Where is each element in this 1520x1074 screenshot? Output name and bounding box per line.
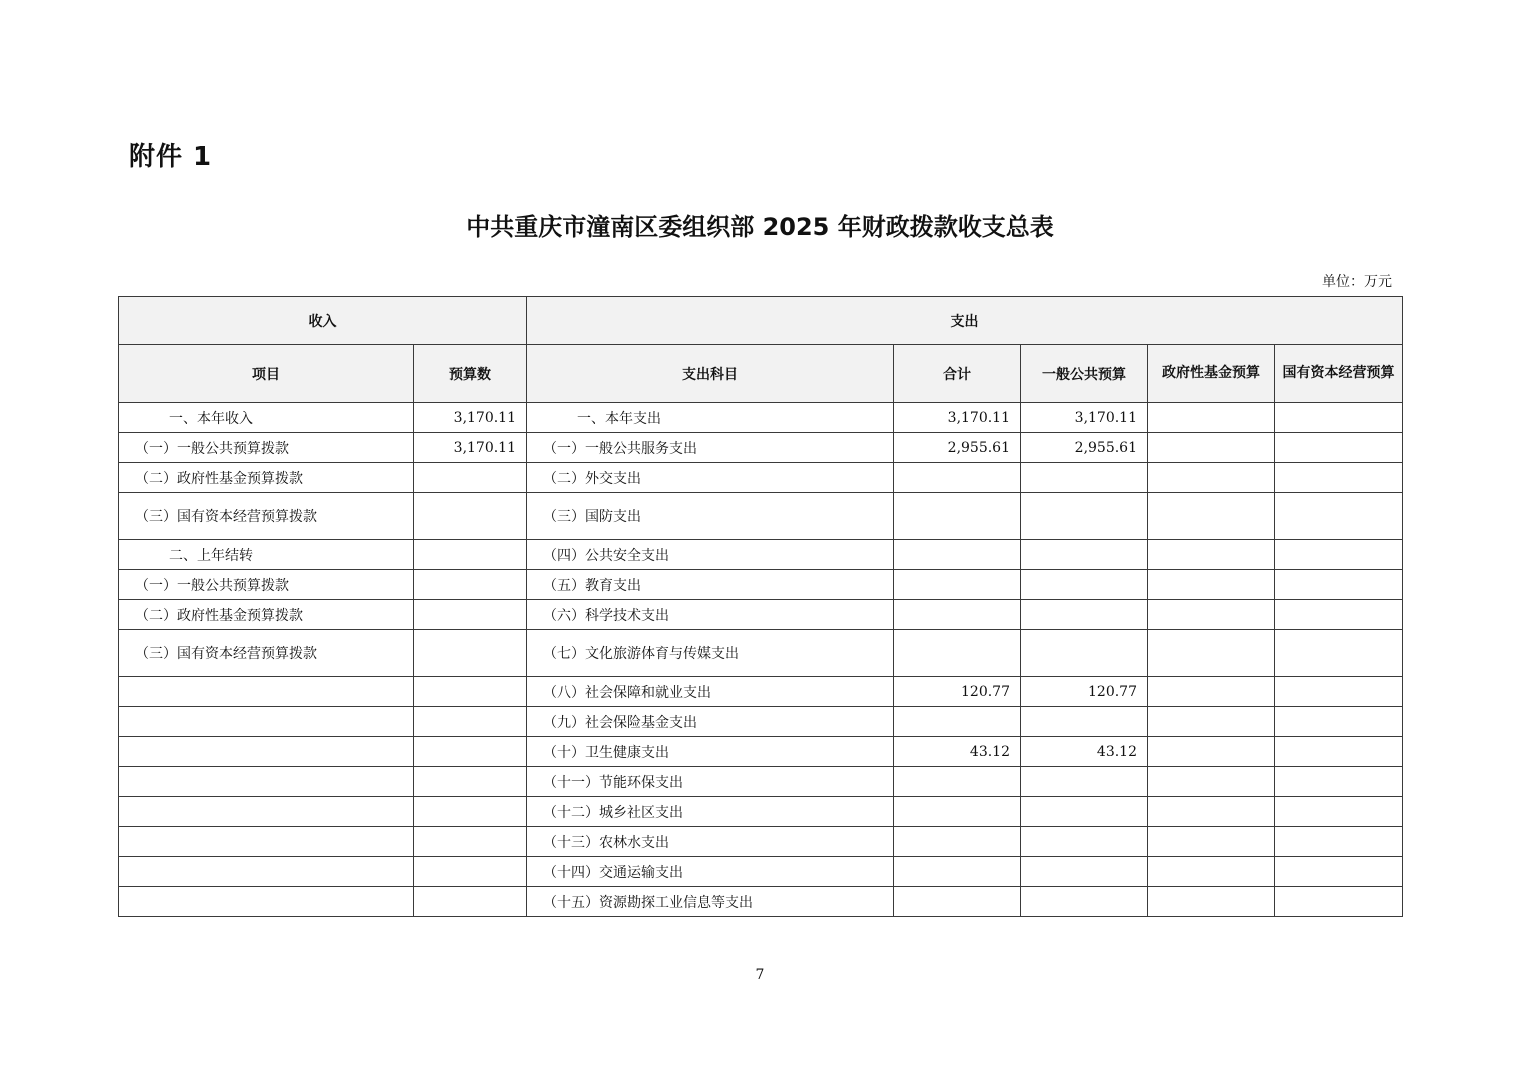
income-item-cell xyxy=(119,827,414,857)
general-budget-cell xyxy=(1021,827,1148,857)
total-cell xyxy=(894,570,1021,600)
income-item-cell: 一、本年收入 xyxy=(119,403,414,433)
gov-fund-cell xyxy=(1148,797,1275,827)
income-amount-cell xyxy=(414,493,527,540)
income-amount-cell xyxy=(414,630,527,677)
income-item-cell xyxy=(119,797,414,827)
general-budget-cell xyxy=(1021,887,1148,917)
table-body xyxy=(119,403,1403,917)
income-amount-cell xyxy=(414,767,527,797)
state-capital-cell xyxy=(1275,827,1403,857)
column-header-state-capital: 国有资本经营预算 xyxy=(1275,345,1403,403)
general-budget-cell xyxy=(1021,857,1148,887)
expense-item-cell: （五）教育支出 xyxy=(527,570,894,600)
table-row xyxy=(119,827,1403,857)
total-cell xyxy=(894,493,1021,540)
table-row xyxy=(119,707,1403,737)
state-capital-cell xyxy=(1275,493,1403,540)
gov-fund-cell xyxy=(1148,630,1275,677)
state-capital-cell xyxy=(1275,797,1403,827)
expense-item-cell: （十五）资源勘探工业信息等支出 xyxy=(527,887,894,917)
expense-item-cell: （十四）交通运输支出 xyxy=(527,857,894,887)
table-row xyxy=(119,677,1403,707)
total-cell xyxy=(894,463,1021,493)
expense-item-cell: （一）一般公共服务支出 xyxy=(527,433,894,463)
table-row xyxy=(119,403,1403,433)
income-item-cell xyxy=(119,857,414,887)
column-header-gov-fund: 政府性基金预算 xyxy=(1148,345,1275,403)
total-cell xyxy=(894,767,1021,797)
general-budget-cell xyxy=(1021,463,1148,493)
income-item-cell xyxy=(119,677,414,707)
income-item-cell xyxy=(119,887,414,917)
total-cell xyxy=(894,887,1021,917)
income-amount-cell: 3,170.11 xyxy=(414,403,527,433)
state-capital-cell xyxy=(1275,857,1403,887)
total-cell xyxy=(894,630,1021,677)
table-row xyxy=(119,463,1403,493)
state-capital-cell xyxy=(1275,707,1403,737)
general-budget-cell xyxy=(1021,630,1148,677)
table-row xyxy=(119,540,1403,570)
attachment-label: 附件 1 xyxy=(129,142,213,172)
general-budget-cell xyxy=(1021,767,1148,797)
income-item-cell: （三）国有资本经营预算拨款 xyxy=(119,630,414,677)
total-cell xyxy=(894,707,1021,737)
unit-label: 单位：万元 xyxy=(1322,274,1392,290)
income-item-cell: （一）一般公共预算拨款 xyxy=(119,433,414,463)
table-row xyxy=(119,767,1403,797)
expense-group-header: 支出 xyxy=(527,297,1403,345)
gov-fund-cell xyxy=(1148,857,1275,887)
budget-table xyxy=(118,296,1403,917)
state-capital-cell xyxy=(1275,463,1403,493)
gov-fund-cell xyxy=(1148,540,1275,570)
total-cell xyxy=(894,827,1021,857)
income-amount-cell xyxy=(414,677,527,707)
state-capital-cell xyxy=(1275,677,1403,707)
column-header-total: 合计 xyxy=(894,345,1021,403)
income-amount-cell xyxy=(414,540,527,570)
gov-fund-cell xyxy=(1148,827,1275,857)
state-capital-cell xyxy=(1275,600,1403,630)
column-header-budget: 预算数 xyxy=(414,345,527,403)
table-row xyxy=(119,630,1403,677)
income-item-cell: （一）一般公共预算拨款 xyxy=(119,570,414,600)
total-cell xyxy=(894,857,1021,887)
gov-fund-cell xyxy=(1148,493,1275,540)
table-row xyxy=(119,433,1403,463)
total-cell: 120.77 xyxy=(894,677,1021,707)
income-item-cell xyxy=(119,707,414,737)
gov-fund-cell xyxy=(1148,767,1275,797)
total-cell xyxy=(894,540,1021,570)
general-budget-cell xyxy=(1021,600,1148,630)
state-capital-cell xyxy=(1275,630,1403,677)
expense-item-cell: （十一）节能环保支出 xyxy=(527,767,894,797)
table-row xyxy=(119,600,1403,630)
income-amount-cell xyxy=(414,600,527,630)
expense-item-cell: （八）社会保障和就业支出 xyxy=(527,677,894,707)
gov-fund-cell xyxy=(1148,570,1275,600)
state-capital-cell xyxy=(1275,767,1403,797)
table-row xyxy=(119,493,1403,540)
income-amount-cell xyxy=(414,797,527,827)
income-amount-cell xyxy=(414,887,527,917)
income-group-header: 收入 xyxy=(119,297,527,345)
state-capital-cell xyxy=(1275,570,1403,600)
expense-item-cell: （四）公共安全支出 xyxy=(527,540,894,570)
state-capital-cell xyxy=(1275,403,1403,433)
income-item-cell: （三）国有资本经营预算拨款 xyxy=(119,493,414,540)
total-cell xyxy=(894,797,1021,827)
table-row xyxy=(119,737,1403,767)
general-budget-cell xyxy=(1021,797,1148,827)
table-row xyxy=(119,887,1403,917)
expense-item-cell: （十）卫生健康支出 xyxy=(527,737,894,767)
general-budget-cell: 120.77 xyxy=(1021,677,1148,707)
expense-item-cell: 一、本年支出 xyxy=(527,403,894,433)
expense-item-cell: （三）国防支出 xyxy=(527,493,894,540)
expense-item-cell: （六）科学技术支出 xyxy=(527,600,894,630)
gov-fund-cell xyxy=(1148,463,1275,493)
total-cell: 43.12 xyxy=(894,737,1021,767)
state-capital-cell xyxy=(1275,887,1403,917)
total-cell xyxy=(894,600,1021,630)
page-number: 7 xyxy=(755,967,765,983)
expense-item-cell: （十三）农林水支出 xyxy=(527,827,894,857)
general-budget-cell xyxy=(1021,707,1148,737)
expense-item-cell: （二）外交支出 xyxy=(527,463,894,493)
gov-fund-cell xyxy=(1148,737,1275,767)
general-budget-cell: 43.12 xyxy=(1021,737,1148,767)
income-amount-cell xyxy=(414,857,527,887)
gov-fund-cell xyxy=(1148,707,1275,737)
table-row xyxy=(119,857,1403,887)
expense-item-cell: （十二）城乡社区支出 xyxy=(527,797,894,827)
general-budget-cell: 2,955.61 xyxy=(1021,433,1148,463)
gov-fund-cell xyxy=(1148,403,1275,433)
income-item-cell xyxy=(119,767,414,797)
general-budget-cell xyxy=(1021,540,1148,570)
income-amount-cell xyxy=(414,570,527,600)
table-row xyxy=(119,570,1403,600)
general-budget-cell: 3,170.11 xyxy=(1021,403,1148,433)
column-header-item: 项目 xyxy=(119,345,414,403)
expense-item-cell: （七）文化旅游体育与传媒支出 xyxy=(527,630,894,677)
income-item-cell: 二、上年结转 xyxy=(119,540,414,570)
gov-fund-cell xyxy=(1148,433,1275,463)
general-budget-cell xyxy=(1021,570,1148,600)
column-header-expense-subject: 支出科目 xyxy=(527,345,894,403)
column-header-general-budget: 一般公共预算 xyxy=(1021,345,1148,403)
general-budget-cell xyxy=(1021,493,1148,540)
state-capital-cell xyxy=(1275,540,1403,570)
income-amount-cell xyxy=(414,707,527,737)
page-title: 中共重庆市潼南区委组织部 2025 年财政拨款收支总表 xyxy=(466,213,1054,241)
total-cell: 3,170.11 xyxy=(894,403,1021,433)
income-item-cell: （二）政府性基金预算拨款 xyxy=(119,600,414,630)
gov-fund-cell xyxy=(1148,600,1275,630)
total-cell: 2,955.61 xyxy=(894,433,1021,463)
gov-fund-cell xyxy=(1148,677,1275,707)
income-item-cell xyxy=(119,737,414,767)
table-row xyxy=(119,797,1403,827)
income-amount-cell xyxy=(414,737,527,767)
state-capital-cell xyxy=(1275,433,1403,463)
income-amount-cell xyxy=(414,827,527,857)
income-amount-cell xyxy=(414,463,527,493)
expense-item-cell: （九）社会保险基金支出 xyxy=(527,707,894,737)
income-amount-cell: 3,170.11 xyxy=(414,433,527,463)
gov-fund-cell xyxy=(1148,887,1275,917)
income-item-cell: （二）政府性基金预算拨款 xyxy=(119,463,414,493)
state-capital-cell xyxy=(1275,737,1403,767)
